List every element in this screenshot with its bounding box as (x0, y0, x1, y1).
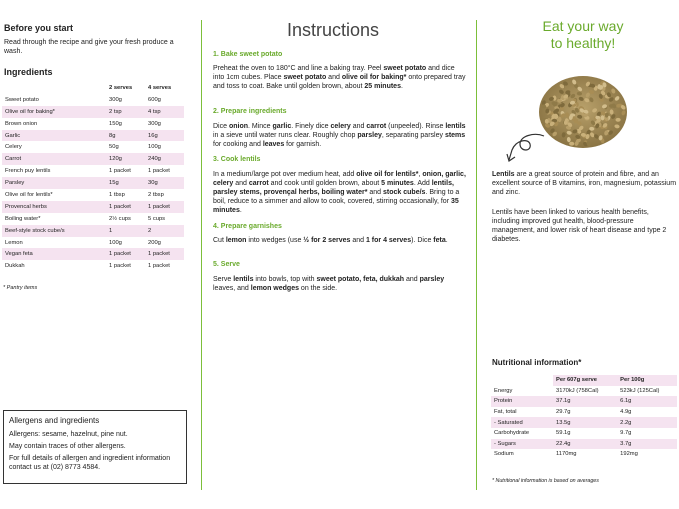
ingredient-4-serves: 240g (145, 153, 184, 165)
ingredient-name: Vegan feta (2, 248, 106, 260)
step-3-text: In a medium/large pot over medium heat, add olive oil for lentils*, onion, garlic, celery and carrot and cook until golden brown, about 5 minutes. Add lentils, parsley stems, provençal herbs, boiling water* and stock cube/s. Bring to a boil, reduce to a simmer and allow to cook, covered, stirring occasionally, for 35 minutes. (213, 171, 466, 214)
nutrition-header-per-100g: Per 100g (617, 375, 677, 386)
ingredient-2-serves: 8g (106, 130, 145, 142)
nutrition-footnote: * Nutritional information is based on averages (492, 478, 599, 484)
ingredient-name: Lemon (5, 239, 23, 246)
ingredient-row (2, 94, 184, 106)
nutrient-per-100g: 2.2g (617, 417, 677, 428)
ingredient-2-serves: 120g (106, 153, 145, 165)
ingredient-4-serves: 100g (148, 144, 161, 151)
ingredients-table (2, 82, 184, 272)
column-divider-left (201, 20, 202, 490)
ingredient-2-serves: 1 tbsp (109, 191, 125, 198)
ingredient-2-serves: 150g (109, 120, 122, 127)
nutrient-name: Sodium (494, 451, 514, 458)
step-4-heading: 4. Prepare garnishes (213, 223, 282, 230)
ingredients-header-2-serves: 2 serves (109, 84, 133, 91)
ingredient-4-serves: 2 (145, 225, 184, 237)
nutrient-per-100g: 3.7g (617, 439, 677, 450)
ingredient-4-serves: 200g (148, 239, 161, 246)
allergens-box (3, 410, 187, 484)
ingredient-name: Celery (5, 144, 22, 151)
nutrient-per-100g: 192mg (620, 451, 638, 458)
ingredient-row (2, 118, 184, 130)
nutrition-row (491, 396, 677, 407)
step-2-heading: 2. Prepare ingredients (213, 108, 287, 115)
ingredients-header-row (2, 82, 184, 94)
before-you-start-heading: Before you start (4, 23, 74, 33)
ingredient-row (2, 237, 184, 249)
ingredient-name: Parsley (2, 177, 106, 189)
step-1-text: Preheat the oven to 180°C and line a baking tray. Peel sweet potato and dice into 1cm cubes. Place sweet potato and olive oil for baking* onto prepared tray and toss to coat. Bake until golden brown, about 25 minutes. (213, 65, 466, 90)
nutrient-per-serve: 29.7g (556, 409, 571, 416)
lentils-nutrition-paragraph: Lentils are a great source of protein and fibre, and an excellent source of B vitamins, iron, magnesium, potassium and zinc. (492, 171, 677, 196)
ingredient-name: Brown onion (5, 120, 38, 127)
ingredient-2-serves: 15g (106, 177, 145, 189)
ingredient-row (2, 177, 184, 189)
ingredient-2-serves: 1 packet (106, 201, 145, 213)
ingredient-row (2, 260, 184, 272)
nutritional-information-heading: Nutritional information* (492, 358, 582, 367)
instructions-title: Instructions (287, 20, 380, 40)
ingredients-heading: Ingredients (4, 67, 53, 77)
step-5-heading: 5. Serve (213, 261, 240, 268)
nutrition-header-per-serve: Per 607g serve (553, 375, 617, 386)
ingredient-name: Olive oil for lentils* (5, 191, 53, 198)
ingredient-2-serves: 50g (109, 144, 119, 151)
lentils-pile-image (535, 60, 631, 156)
ingredient-2-serves: 2 tsp (106, 106, 145, 118)
nutrient-name: - Saturated (491, 417, 553, 428)
ingredient-row (2, 130, 184, 142)
allergens-list: Allergens: sesame, hazelnut, pine nut. (9, 431, 128, 438)
ingredient-2-serves: 1 packet (109, 263, 131, 270)
ingredient-4-serves: 16g (145, 130, 184, 142)
allergens-traces: May contain traces of other allergens. (9, 443, 126, 450)
ingredient-name: Beef-style stock cube/s (2, 225, 106, 237)
ingredient-4-serves: 300g (148, 120, 161, 127)
nutrient-per-serve: 59.1g (556, 430, 571, 437)
ingredient-4-serves: 1 packet (148, 263, 170, 270)
ingredient-4-serves: 1 packet (145, 248, 184, 260)
nutrient-per-serve: 1170mg (556, 451, 577, 458)
nutrition-row (491, 439, 677, 450)
ingredient-row (2, 189, 184, 201)
nutrient-per-serve: 13.5g (553, 417, 617, 428)
ingredient-2-serves: 2½ cups (109, 215, 131, 222)
nutrition-header-row (491, 375, 677, 386)
nutrition-row (491, 417, 677, 428)
nutrition-row (491, 386, 677, 397)
ingredient-name: Sweet potato (5, 96, 39, 103)
arrow-swirl-icon (506, 130, 548, 164)
ingredient-row (2, 213, 184, 225)
nutrient-name: Fat, total (494, 409, 517, 416)
ingredient-4-serves: 1 packet (148, 168, 170, 175)
nutrient-per-100g: 9.7g (620, 430, 632, 437)
ingredient-row (2, 153, 184, 165)
step-4-text: Cut lemon into wedges (use ½ for 2 serves and 1 for 4 serves). Dice feta. (213, 237, 448, 244)
nutrition-row (491, 407, 677, 418)
ingredient-name: French puy lentils (5, 168, 51, 175)
step-5-text: Serve lentils into bowls, top with sweet potato, feta, dukkah and parsley leaves, and lemon wedges on the side. (213, 276, 445, 292)
nutrition-header-blank (491, 375, 553, 386)
ingredient-name: Carrot (2, 153, 106, 165)
ingredient-2-serves: 1 packet (106, 248, 145, 260)
eat-healthy-title (518, 18, 648, 52)
ingredient-name: Garlic (2, 130, 106, 142)
ingredient-2-serves: 300g (109, 96, 122, 103)
nutrient-per-serve: 3170kJ (758Cal) (556, 387, 599, 394)
ingredient-name: Dukkah (5, 263, 25, 270)
allergens-contact: For full details of allergen and ingredient information contact us at (02) 8773 4584. (9, 455, 171, 471)
ingredient-name: Boiling water* (5, 215, 41, 222)
ingredient-4-serves: 2 tbsp (148, 191, 164, 198)
nutrition-table (491, 375, 677, 460)
column-divider-right (476, 20, 477, 490)
nutrient-name: - Sugars (491, 439, 553, 450)
nutrient-name: Energy (494, 387, 513, 394)
pantry-items-note: * Pantry items (3, 285, 38, 291)
ingredient-row (2, 106, 184, 118)
nutrient-name: Protein (491, 396, 553, 407)
ingredient-2-serves: 100g (109, 239, 122, 246)
nutrition-row (491, 449, 677, 460)
nutrient-per-100g: 4.9g (620, 409, 632, 416)
nutrient-per-100g: 523kJ (125Cal) (620, 387, 660, 394)
step-2-text: Dice onion. Mince garlic. Finely dice celery and carrot (unpeeled). Rinse lentils in a sieve until water runs clear. Roughly chop parsley, separating parsley stems for cooking and leaves for garnish. (213, 123, 466, 148)
step-1-heading: 1. Bake sweet potato (213, 51, 283, 58)
ingredients-header-blank (2, 82, 106, 94)
ingredient-4-serves: 600g (148, 96, 161, 103)
ingredients-header-4-serves: 4 serves (148, 84, 172, 91)
nutrient-per-serve: 37.1g (553, 396, 617, 407)
ingredient-2-serves: 1 (106, 225, 145, 237)
ingredient-4-serves: 30g (145, 177, 184, 189)
ingredient-row (2, 165, 184, 177)
ingredient-2-serves: 1 packet (109, 168, 131, 175)
lentils-health-paragraph: Lentils have been linked to various health benefits, including improved gut health, blood-pressure management, and lower risk of heart disease and type 2 diabetes. (492, 209, 667, 243)
ingredient-4-serves: 1 packet (145, 201, 184, 213)
nutrient-per-serve: 22.4g (553, 439, 617, 450)
eat-healthy-title-line1: Eat your way (542, 18, 624, 34)
before-you-start-text: Read through the recipe and give your fresh produce a wash. (4, 39, 174, 55)
ingredient-name: Provencal herbs (2, 201, 106, 213)
ingredient-row (2, 141, 184, 153)
ingredient-4-serves: 4 tsp (145, 106, 184, 118)
allergens-heading: Allergens and ingredients (9, 416, 100, 425)
ingredient-4-serves: 5 cups (148, 215, 166, 222)
eat-healthy-title-line2: to healthy! (550, 35, 616, 51)
ingredient-row (2, 225, 184, 237)
ingredient-row (2, 201, 184, 213)
nutrition-row (491, 428, 677, 439)
ingredient-name: Olive oil for baking* (2, 106, 106, 118)
nutrient-per-100g: 6.1g (617, 396, 677, 407)
step-3-heading: 3. Cook lentils (213, 156, 261, 163)
nutrient-name: Carbohydrate (494, 430, 530, 437)
ingredient-row (2, 248, 184, 260)
